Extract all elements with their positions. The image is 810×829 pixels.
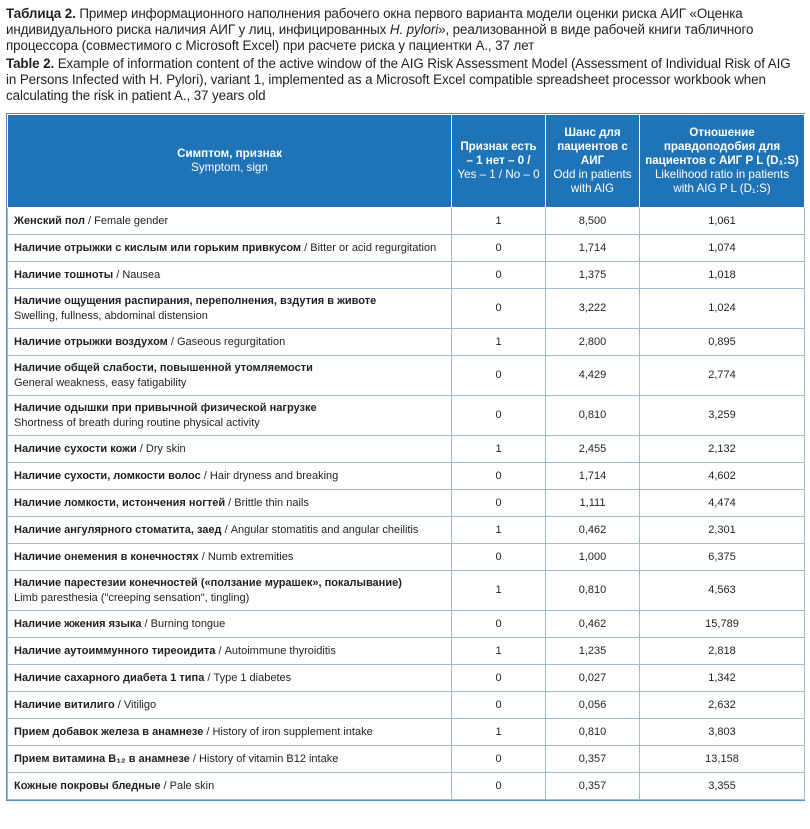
table-row <box>8 436 805 463</box>
header-symptom-en: Symptom, sign <box>191 161 268 174</box>
table-row <box>8 692 805 719</box>
header-sign <box>452 115 546 208</box>
symptom-en: Limb paresthesia ("creeping sensation", tingling) <box>14 591 250 604</box>
caption-en-text: Example of information content of the active window of the AIG Risk Assessment Model (Assessment of Individual Risk of AIG in Persons Infected with H. Pylori), variant 1, implemented as a Microsoft Excel compatible spreadsheet processor workbook when calculating the risk in patient A., 37 years old <box>6 56 791 103</box>
likelihood-cell: 2,132 <box>640 436 805 463</box>
symptom-ru: Наличие общей слабости, повышенной утомляемости <box>14 361 313 374</box>
odd-cell: 1,000 <box>546 544 640 571</box>
sign-cell: 0 <box>452 262 546 289</box>
symptom-en: Nausea <box>122 268 161 281</box>
symptom-ru: Наличие сухости, ломкости волос <box>14 469 201 482</box>
symptom-en: Burning tongue <box>150 617 226 630</box>
symptom-ru: Наличие парестезии конечностей («ползание мурашек», покалывание) <box>14 576 402 589</box>
header-odd <box>546 115 640 208</box>
symptom-ru: Наличие ломкости, истончения ногтей <box>14 496 226 509</box>
symptom-separator: / <box>204 671 214 684</box>
sign-cell: 0 <box>452 692 546 719</box>
caption-russian <box>6 6 804 54</box>
symptom-en: Swelling, fullness, abdominal distension <box>14 309 208 322</box>
sign-cell: 0 <box>452 544 546 571</box>
symptom-separator: / <box>114 698 124 711</box>
symptom-cell <box>8 208 452 235</box>
symptom-cell <box>8 571 452 611</box>
sign-cell: 1 <box>452 719 546 746</box>
symptom-en: Female gender <box>94 214 169 227</box>
odd-cell: 0,810 <box>546 396 640 436</box>
likelihood-cell: 1,018 <box>640 262 805 289</box>
sign-cell: 1 <box>452 208 546 235</box>
likelihood-cell: 4,474 <box>640 490 805 517</box>
odd-cell: 2,800 <box>546 329 640 356</box>
sign-cell: 0 <box>452 746 546 773</box>
likelihood-cell: 1,342 <box>640 665 805 692</box>
symptom-en: Brittle thin nails <box>234 496 309 509</box>
symptom-en: Dry skin <box>145 442 186 455</box>
table-container <box>6 113 805 801</box>
likelihood-cell: 2,301 <box>640 517 805 544</box>
symptom-cell <box>8 356 452 396</box>
sign-cell: 0 <box>452 665 546 692</box>
sign-cell: 1 <box>452 329 546 356</box>
sign-cell: 0 <box>452 235 546 262</box>
symptom-en: Vitiligo <box>123 698 157 711</box>
symptom-ru: Прием добавок железа в анамнезе <box>14 725 204 738</box>
symptom-separator: / <box>301 241 311 254</box>
table-row <box>8 356 805 396</box>
symptom-cell <box>8 262 452 289</box>
sign-cell: 1 <box>452 571 546 611</box>
likelihood-cell: 2,774 <box>640 356 805 396</box>
symptom-separator: / <box>215 644 225 657</box>
symptom-cell <box>8 719 452 746</box>
table-row <box>8 262 805 289</box>
table-row <box>8 208 805 235</box>
symptom-en: Bitter or acid regurgitation <box>310 241 437 254</box>
odd-cell: 0,462 <box>546 611 640 638</box>
symptom-separator: / <box>200 469 210 482</box>
symptom-cell <box>8 773 452 800</box>
sign-cell: 0 <box>452 490 546 517</box>
symptom-en: History of vitamin B12 intake <box>198 752 339 765</box>
table-row <box>8 329 805 356</box>
sign-cell: 0 <box>452 356 546 396</box>
header-likelihood-ru: Отношение правдоподобия для пациентов с АИГ P L (D₁:S) <box>645 126 799 167</box>
odd-cell: 0,056 <box>546 692 640 719</box>
sign-cell: 1 <box>452 517 546 544</box>
odd-cell: 0,810 <box>546 571 640 611</box>
likelihood-cell: 1,061 <box>640 208 805 235</box>
symptom-cell <box>8 289 452 329</box>
header-sign-en: Yes – 1 / No – 0 <box>457 168 540 181</box>
odd-cell: 0,027 <box>546 665 640 692</box>
table-row <box>8 638 805 665</box>
symptom-cell <box>8 235 452 262</box>
symptom-separator: / <box>198 550 208 563</box>
likelihood-cell: 15,789 <box>640 611 805 638</box>
caption-en-label: Table 2. <box>6 56 55 71</box>
symptom-ru: Женский пол <box>14 214 85 227</box>
header-likelihood-en: Likelihood ratio in patients with AIG P L (D₁:S) <box>654 168 790 195</box>
symptom-cell <box>8 611 452 638</box>
table-row <box>8 665 805 692</box>
table-row <box>8 235 805 262</box>
sign-cell: 1 <box>452 436 546 463</box>
symptom-en: Numb extremities <box>207 550 294 563</box>
symptom-cell <box>8 638 452 665</box>
symptom-en: General weakness, easy fatigability <box>14 376 187 389</box>
symptom-ru: Наличие тошноты <box>14 268 114 281</box>
header-odd-en: Odd in patients with AIG <box>553 168 632 195</box>
symptom-en: Hair dryness and breaking <box>209 469 339 482</box>
symptom-cell <box>8 746 452 773</box>
symptom-cell <box>8 396 452 436</box>
table-row <box>8 746 805 773</box>
odd-cell: 0,810 <box>546 719 640 746</box>
table-row <box>8 289 805 329</box>
symptom-ru: Наличие онемения в конечностях <box>14 550 199 563</box>
odd-cell: 1,714 <box>546 235 640 262</box>
symptom-ru: Прием витамина B₁₂ в анамнезе <box>14 752 190 765</box>
symptom-cell <box>8 463 452 490</box>
symptom-separator: / <box>136 442 146 455</box>
caption-english <box>6 56 804 104</box>
odd-cell: 4,429 <box>546 356 640 396</box>
table-row <box>8 571 805 611</box>
odd-cell: 0,462 <box>546 517 640 544</box>
odd-cell: 3,222 <box>546 289 640 329</box>
symptom-ru: Наличие ангулярного стоматита, заед <box>14 523 222 536</box>
likelihood-cell: 2,818 <box>640 638 805 665</box>
table-row <box>8 611 805 638</box>
table-header-row <box>8 115 805 208</box>
odd-cell: 1,375 <box>546 262 640 289</box>
symptom-en: Angular stomatitis and angular cheilitis <box>230 523 419 536</box>
header-symptom-ru: Симптом, признак <box>177 147 282 160</box>
symptom-en: Autoimmune thyroiditis <box>224 644 336 657</box>
symptom-ru: Наличие одышки при привычной физической нагрузке <box>14 401 317 414</box>
header-symptom <box>8 115 452 208</box>
likelihood-cell: 2,632 <box>640 692 805 719</box>
odd-cell: 1,235 <box>546 638 640 665</box>
symptom-cell <box>8 490 452 517</box>
symptom-en: Pale skin <box>169 779 215 792</box>
symptom-separator: / <box>203 725 213 738</box>
table-row <box>8 719 805 746</box>
header-odd-ru: Шанс для пациентов с АИГ <box>557 126 628 167</box>
likelihood-cell: 1,024 <box>640 289 805 329</box>
header-likelihood <box>640 115 805 208</box>
likelihood-cell: 3,355 <box>640 773 805 800</box>
sign-cell: 0 <box>452 611 546 638</box>
table-caption <box>0 0 810 104</box>
sign-cell: 0 <box>452 773 546 800</box>
symptom-ru: Наличие ощущения распирания, переполнения, вздутия в животе <box>14 294 377 307</box>
symptom-separator: / <box>167 335 177 348</box>
symptom-separator: / <box>221 523 231 536</box>
symptom-ru: Наличие сухости кожи <box>14 442 137 455</box>
symptom-separator: / <box>141 617 151 630</box>
odd-cell: 2,455 <box>546 436 640 463</box>
symptom-ru: Наличие отрыжки с кислым или горьким привкусом <box>14 241 302 254</box>
odd-cell: 0,357 <box>546 773 640 800</box>
likelihood-cell: 3,259 <box>640 396 805 436</box>
symptom-en: Type 1 diabetes <box>213 671 292 684</box>
likelihood-cell: 1,074 <box>640 235 805 262</box>
symptom-cell <box>8 329 452 356</box>
table-row <box>8 463 805 490</box>
table-body <box>8 208 805 800</box>
likelihood-cell: 4,563 <box>640 571 805 611</box>
sign-cell: 0 <box>452 396 546 436</box>
table-row <box>8 396 805 436</box>
header-sign-ru: Признак есть – 1 нет – 0 / <box>460 140 537 167</box>
caption-ru-label: Таблица 2. <box>6 6 76 21</box>
symptom-cell <box>8 692 452 719</box>
table-row <box>8 773 805 800</box>
likelihood-cell: 4,602 <box>640 463 805 490</box>
odd-cell: 1,714 <box>546 463 640 490</box>
odd-cell: 1,111 <box>546 490 640 517</box>
symptom-cell <box>8 517 452 544</box>
symptom-ru: Наличие жжения языка <box>14 617 142 630</box>
likelihood-cell: 0,895 <box>640 329 805 356</box>
symptom-separator: / <box>84 214 95 227</box>
caption-ru-text-a: Пример информационного наполнения рабочего окна первого варианта модели оценки риска АИГ «Оценка индивидуального риска наличия АИГ у лиц, инфицированных <box>6 6 743 37</box>
symptom-en: History of iron supplement intake <box>212 725 373 738</box>
symptom-separator: / <box>113 268 123 281</box>
odd-cell: 8,500 <box>546 208 640 235</box>
symptom-ru: Кожные покровы бледные <box>14 779 161 792</box>
symptom-cell <box>8 544 452 571</box>
sign-cell: 0 <box>452 289 546 329</box>
table-row <box>8 490 805 517</box>
table-row <box>8 544 805 571</box>
symptom-separator: / <box>160 779 170 792</box>
symptom-ru: Наличие аутоиммунного тиреоидита <box>14 644 216 657</box>
symptom-en: Gaseous regurgitation <box>176 335 286 348</box>
symptom-ru: Наличие витилиго <box>14 698 115 711</box>
symptom-separator: / <box>189 752 199 765</box>
symptom-ru: Наличие отрыжки воздухом <box>14 335 168 348</box>
risk-table <box>7 114 805 800</box>
sign-cell: 0 <box>452 463 546 490</box>
likelihood-cell: 13,158 <box>640 746 805 773</box>
caption-ru-text-b: », реализованной в виде рабочей книги табличного процессора (совместимого с Microsoft Excel) при расчете риска у пациентки А., 37 лет <box>6 22 754 53</box>
caption-ru-italic: H. pylori <box>389 22 439 37</box>
symptom-cell <box>8 436 452 463</box>
symptom-separator: / <box>225 496 235 509</box>
table-row <box>8 517 805 544</box>
odd-cell: 0,357 <box>546 746 640 773</box>
likelihood-cell: 6,375 <box>640 544 805 571</box>
symptom-cell <box>8 665 452 692</box>
symptom-en: Shortness of breath during routine physical activity <box>14 416 260 429</box>
symptom-ru: Наличие сахарного диабета 1 типа <box>14 671 205 684</box>
likelihood-cell: 3,803 <box>640 719 805 746</box>
sign-cell: 1 <box>452 638 546 665</box>
